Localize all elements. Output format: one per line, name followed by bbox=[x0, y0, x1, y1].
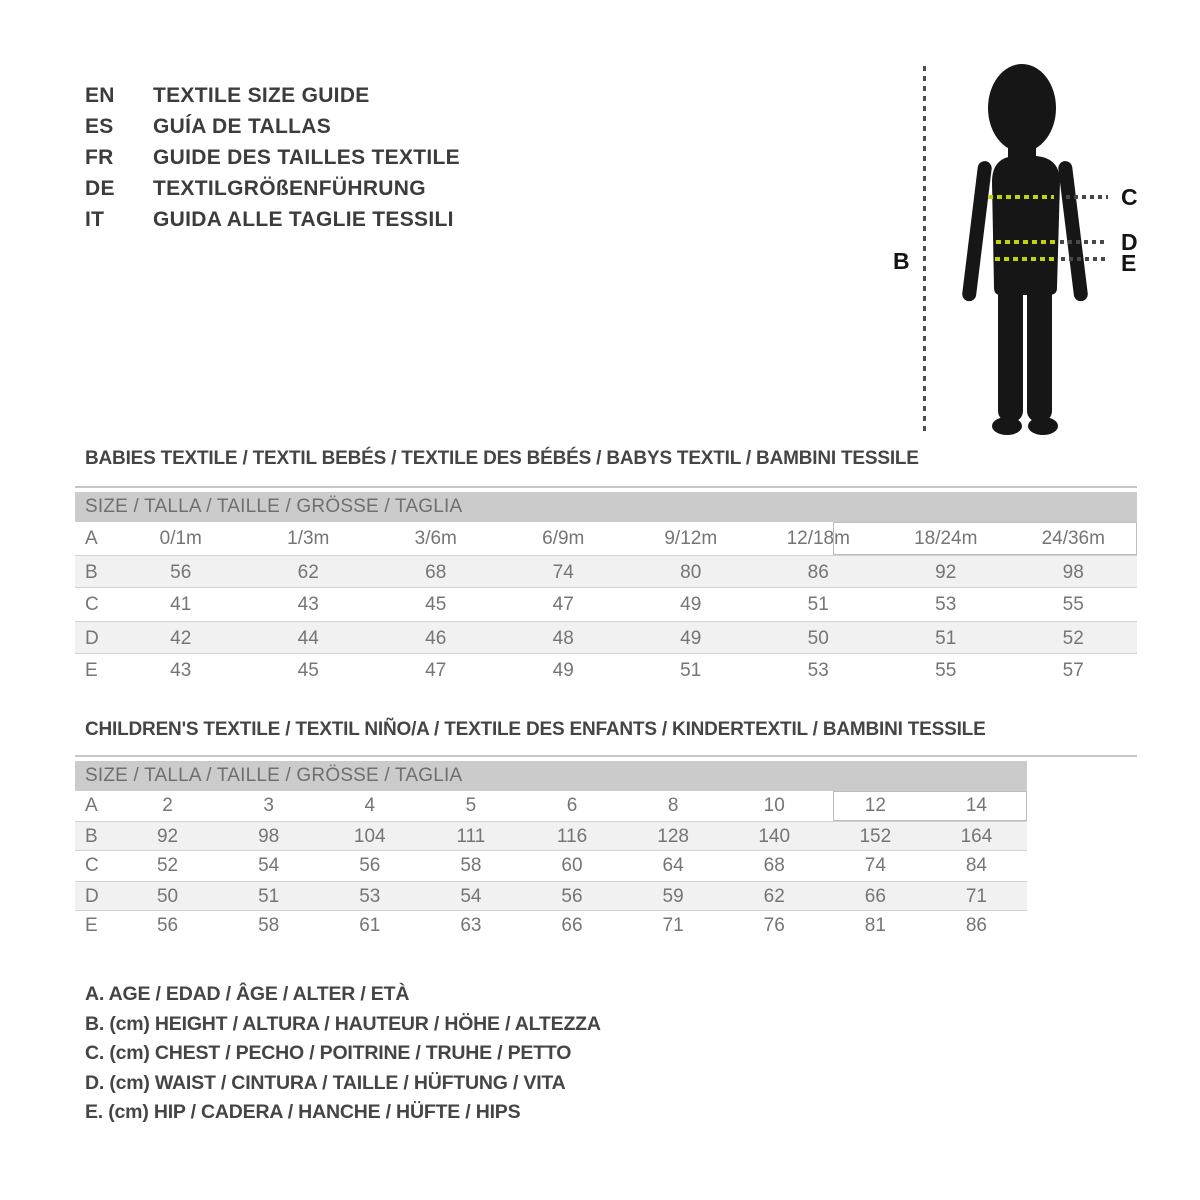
cell: 98 bbox=[1062, 562, 1084, 583]
row-label: B bbox=[85, 562, 98, 583]
legend-row-hip: E. (cm) HIP / CADERA / HANCHE / HÜFTE / HIPS bbox=[85, 1101, 521, 1123]
cell: 68 bbox=[763, 855, 785, 876]
cell: 4 bbox=[364, 795, 376, 816]
cell: 51 bbox=[935, 628, 957, 649]
cell: 62 bbox=[763, 886, 785, 907]
language-row bbox=[85, 142, 460, 173]
table-row-chest bbox=[75, 851, 1027, 881]
cell: 71 bbox=[662, 915, 684, 936]
cell: 64 bbox=[662, 855, 684, 876]
cell: 86 bbox=[807, 562, 829, 583]
cell: 140 bbox=[758, 826, 791, 847]
row-label: B bbox=[85, 826, 98, 847]
legend-row-height: B. (cm) HEIGHT / ALTURA / HAUTEUR / HÖHE / ALTEZZA bbox=[85, 1012, 601, 1035]
cell: 2 bbox=[162, 795, 173, 816]
language-label: GUIDE DES TAILLES TEXTILE bbox=[153, 145, 460, 169]
cell: 50 bbox=[807, 628, 829, 649]
legend-row-waist: D. (cm) WAIST / CINTURA / TAILLE / HÜFTUNG / VITA bbox=[85, 1071, 566, 1094]
cell: 44 bbox=[297, 628, 319, 649]
cell: 14 bbox=[965, 795, 987, 816]
cell: 56 bbox=[170, 562, 192, 583]
cell: 92 bbox=[935, 562, 957, 583]
cell: 74 bbox=[864, 855, 886, 876]
waist-measure-line bbox=[996, 240, 1056, 244]
height-measure-line bbox=[923, 66, 926, 434]
cell: 54 bbox=[460, 886, 482, 907]
language-code: FR bbox=[85, 145, 114, 169]
language-code: IT bbox=[85, 207, 105, 231]
table-row-age bbox=[75, 522, 1137, 555]
cell: 3 bbox=[263, 795, 274, 816]
cell: 42 bbox=[170, 628, 192, 649]
row-label: C bbox=[85, 855, 99, 876]
cell: 49 bbox=[552, 660, 574, 681]
cell: 66 bbox=[561, 915, 583, 936]
cell: 43 bbox=[170, 660, 192, 681]
cell: 76 bbox=[763, 915, 785, 936]
language-label: TEXTILGRÖßENFÜHRUNG bbox=[153, 176, 426, 200]
cell: 45 bbox=[425, 594, 447, 615]
waist-label: D bbox=[1121, 229, 1138, 255]
language-label: GUÍA DE TALLAS bbox=[153, 114, 332, 138]
babies-size-table bbox=[75, 486, 1137, 687]
table-row-height bbox=[75, 555, 1137, 588]
measure-legend bbox=[85, 980, 601, 1128]
cell: 74 bbox=[552, 562, 574, 583]
cell: 47 bbox=[552, 594, 574, 615]
cell: 45 bbox=[297, 660, 319, 681]
chest-label: C bbox=[1121, 184, 1138, 210]
cell: 57 bbox=[1062, 660, 1084, 681]
size-highlight-box bbox=[833, 522, 1137, 555]
cell: 51 bbox=[807, 594, 829, 615]
language-row bbox=[85, 204, 460, 235]
cell: 49 bbox=[680, 594, 702, 615]
cell: 58 bbox=[460, 855, 482, 876]
cell: 71 bbox=[965, 886, 987, 907]
cell: 49 bbox=[680, 628, 702, 649]
cell: 68 bbox=[425, 562, 447, 583]
cell: 59 bbox=[662, 886, 684, 907]
cell: 104 bbox=[353, 826, 386, 847]
cell: 55 bbox=[1062, 594, 1084, 615]
cell: 56 bbox=[561, 886, 583, 907]
cell: 86 bbox=[965, 915, 987, 936]
cell: 98 bbox=[258, 826, 280, 847]
table-row-hip bbox=[75, 911, 1027, 941]
language-row bbox=[85, 173, 460, 204]
height-label: B bbox=[893, 248, 910, 274]
cell: 9/12m bbox=[664, 528, 718, 549]
table-top-rule bbox=[75, 486, 1137, 488]
cell: 116 bbox=[556, 826, 588, 847]
table-row-waist bbox=[75, 621, 1137, 654]
cell: 51 bbox=[258, 886, 280, 907]
hip-measure-line bbox=[995, 257, 1057, 261]
cell: 48 bbox=[552, 628, 574, 649]
table-row-height bbox=[75, 821, 1027, 851]
cell: 8 bbox=[667, 795, 679, 816]
cell: 51 bbox=[680, 660, 702, 681]
legend-row-age: A. AGE / EDAD / ÂGE / ALTER / ETÀ bbox=[85, 983, 410, 1005]
chest-guide-line bbox=[1066, 195, 1108, 199]
cell: 50 bbox=[156, 886, 179, 907]
cell: 56 bbox=[156, 915, 179, 936]
cell: 52 bbox=[156, 855, 179, 876]
cell: 6 bbox=[566, 795, 578, 816]
children-size-table bbox=[75, 755, 1137, 941]
child-silhouette-icon bbox=[960, 62, 1090, 438]
cell: 81 bbox=[864, 915, 886, 936]
legend-row-chest: C. (cm) CHEST / PECHO / POITRINE / TRUHE / PETTO bbox=[85, 1042, 572, 1064]
cell: 56 bbox=[359, 855, 381, 876]
cell: 80 bbox=[680, 562, 702, 583]
cell: 12/18m bbox=[786, 528, 850, 549]
size-highlight-box bbox=[833, 791, 1027, 821]
row-label: E bbox=[85, 915, 98, 936]
cell: 152 bbox=[859, 826, 892, 847]
cell: 63 bbox=[460, 915, 482, 936]
cell: 3/6m bbox=[414, 528, 457, 549]
cell: 47 bbox=[425, 660, 447, 681]
cell: 0/1m bbox=[159, 528, 202, 549]
cell: 92 bbox=[156, 826, 179, 847]
cell: 55 bbox=[935, 660, 957, 681]
cell: 43 bbox=[297, 594, 319, 615]
language-title-list bbox=[85, 80, 460, 235]
cell: 41 bbox=[170, 594, 192, 615]
row-label: A bbox=[85, 528, 98, 549]
language-code: DE bbox=[85, 176, 115, 200]
waist-guide-line bbox=[1060, 240, 1108, 244]
hip-label: E bbox=[1121, 250, 1137, 276]
cell: 54 bbox=[258, 855, 280, 876]
cell: 58 bbox=[258, 915, 280, 936]
cell: 84 bbox=[965, 855, 987, 876]
language-label: TEXTILE SIZE GUIDE bbox=[153, 83, 370, 107]
row-label: D bbox=[85, 628, 99, 649]
language-label: GUIDA ALLE TAGLIE TESSILI bbox=[153, 207, 454, 231]
cell: 46 bbox=[425, 628, 447, 649]
cell: 66 bbox=[864, 886, 886, 907]
language-row bbox=[85, 111, 460, 142]
cell: 1/3m bbox=[287, 528, 330, 549]
cell: 128 bbox=[657, 826, 689, 847]
language-code: ES bbox=[85, 114, 114, 138]
children-section-heading: CHILDREN'S TEXTILE / TEXTIL NIÑO/A / TEXTILE DES ENFANTS / KINDERTEXTIL / BAMBINI TESSILE bbox=[85, 719, 986, 740]
table-row-age bbox=[75, 791, 1027, 821]
cell: 12 bbox=[864, 795, 886, 816]
cell: 6/9m bbox=[542, 528, 585, 549]
row-label: A bbox=[85, 795, 98, 816]
cell: 53 bbox=[807, 660, 829, 681]
cell: 10 bbox=[763, 795, 785, 816]
table-row-chest bbox=[75, 588, 1137, 621]
row-label: E bbox=[85, 660, 98, 681]
cell: 52 bbox=[1062, 628, 1084, 649]
cell: 24/36m bbox=[1041, 528, 1105, 549]
row-label: D bbox=[85, 886, 99, 907]
babies-section-heading: BABIES TEXTILE / TEXTIL BEBÉS / TEXTILE DES BÉBÉS / BABYS TEXTIL / BAMBINI TESSILE bbox=[85, 448, 919, 469]
cell: 18/24m bbox=[914, 528, 978, 549]
cell: 61 bbox=[359, 915, 381, 936]
cell: 53 bbox=[359, 886, 381, 907]
table-row-hip bbox=[75, 654, 1137, 687]
babies-table-header: SIZE / TALLA / TAILLE / GRÖSSE / TAGLIA bbox=[75, 492, 1137, 522]
language-row bbox=[85, 80, 460, 111]
cell: 53 bbox=[935, 594, 957, 615]
children-table-header: SIZE / TALLA / TAILLE / GRÖSSE / TAGLIA bbox=[75, 761, 1027, 791]
hip-guide-line bbox=[1061, 257, 1108, 261]
cell: 60 bbox=[561, 855, 583, 876]
cell: 62 bbox=[297, 562, 319, 583]
table-top-rule bbox=[75, 755, 1137, 757]
cell: 111 bbox=[456, 826, 486, 847]
language-code: EN bbox=[85, 83, 115, 107]
table-row-waist bbox=[75, 881, 1027, 911]
chest-measure-line bbox=[988, 195, 1054, 199]
cell: 5 bbox=[465, 795, 477, 816]
row-label: C bbox=[85, 594, 99, 615]
cell: 164 bbox=[960, 826, 993, 847]
